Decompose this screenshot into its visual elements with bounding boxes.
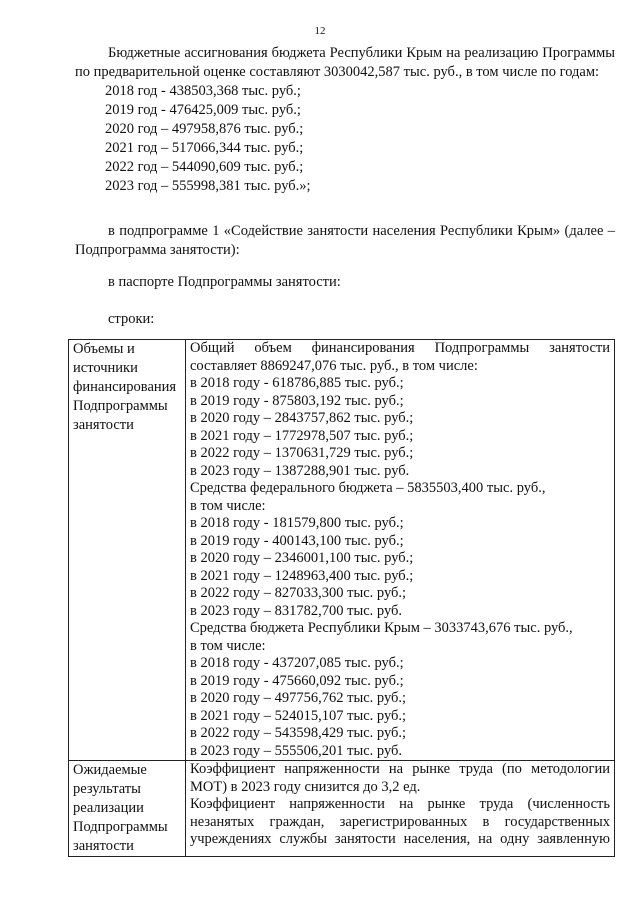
crimea-year-line: в 2022 году – 543598,429 тыс. руб.;: [190, 725, 407, 741]
budget-intro-paragraph: Бюджетные ассигнования бюджета Республики Крым на реализацию Программы по предварительной оценке составляют 3030042,587 тыс. руб., в том числе по годам:: [75, 45, 615, 80]
result-line: Коэффициент напряженности на рынке труда (численность: [190, 796, 610, 812]
label-line: занятости: [73, 838, 134, 854]
budget-year-line: 2022 год – 544090,609 тыс. руб.;: [105, 159, 304, 175]
crimea-year-line: в 2019 году - 475660,092 тыс. руб.;: [190, 672, 404, 689]
budget-year-line: 2021 год – 517066,344 тыс. руб.;: [105, 140, 304, 156]
label-line: Ожидаемые: [73, 762, 147, 778]
subprogram-passport-table: [68, 339, 615, 857]
total-year-line: в 2018 году - 618786,885 тыс. руб.;: [190, 375, 404, 391]
federal-year-line: в 2022 году – 827033,300 тыс. руб.;: [190, 585, 407, 601]
total-year-line: в 2022 году – 1370631,729 тыс. руб.;: [190, 445, 414, 461]
federal-year-line: в 2018 году - 181579,800 тыс. руб.;: [190, 515, 404, 531]
label-line: реализации: [73, 800, 144, 816]
federal-year-line: в 2019 году - 400143,100 тыс. руб.;: [190, 532, 404, 549]
budget-year-line: 2020 год – 497958,876 тыс. руб.;: [105, 121, 304, 137]
subprogram-paragraph: в подпрограмме 1 «Содействие занятости населения Республики Крым» (далее – Подпрограмма занятости):: [75, 223, 615, 258]
budget-year-line: 2019 год - 476425,009 тыс. руб.;: [105, 102, 301, 118]
label-line: результаты: [73, 781, 141, 797]
label-line: занятости: [73, 417, 134, 433]
results-content-cell: [186, 761, 615, 857]
total-financing-line: Общий объем финансирования Подпрограммы занятости: [190, 340, 610, 356]
crimea-year-line: в 2023 году – 555506,201 тыс. руб.: [190, 742, 403, 759]
results-content-wrap: [190, 761, 610, 856]
label-line: Подпрограммы: [73, 819, 168, 835]
result-line: Коэффициент напряженности на рынке труда (по методологии: [190, 761, 610, 777]
federal-year-line: в 2023 году – 831782,700 тыс. руб.: [190, 602, 403, 619]
total-year-line: в 2021 году – 1772978,507 тыс. руб.;: [190, 427, 414, 444]
page-number: 12: [314, 25, 326, 37]
budget-year-line: 2018 год - 438503,368 тыс. руб.;: [105, 83, 301, 99]
total-year-line: в 2019 году - 875803,192 тыс. руб.;: [190, 392, 404, 409]
passport-paragraph: в паспорте Подпрограммы занятости:: [108, 274, 341, 290]
label-line: источники: [73, 360, 138, 376]
federal-year-line: в 2021 году – 1248963,400 тыс. руб.;: [190, 567, 414, 584]
results-label-cell: [69, 761, 186, 857]
crimea-year-line: в 2020 году – 497756,762 тыс. руб.;: [190, 690, 407, 706]
financing-content-cell: [186, 340, 615, 761]
budget-intro-block: [75, 44, 615, 196]
financing-label-cell: [69, 340, 186, 761]
total-year-line: в 2023 году – 1387288,901 тыс. руб.: [190, 462, 410, 479]
label-line: финансирования: [73, 379, 177, 395]
result-line: незанятых граждан, зарегистрированных в государственных: [190, 813, 610, 830]
crimea-year-line: в 2018 году - 437207,085 тыс. руб.;: [190, 655, 404, 671]
result-line: учреждениях службы занятости населения, на одну заявленную: [190, 831, 610, 847]
federal-budget-line: Средства федерального бюджета – 5835503,400 тыс. руб.,: [190, 480, 546, 496]
table-row-financing: [69, 340, 615, 761]
crimea-budget-line: Средства бюджета Республики Крым – 3033743,676 тыс. руб.,: [190, 620, 573, 636]
rows-paragraph: строки:: [108, 311, 155, 327]
label-line: Объемы и: [73, 341, 135, 357]
result-line: МОТ) в 2023 году снизится до 3,2 ед.: [190, 778, 421, 795]
federal-budget-line: в том числе:: [190, 497, 266, 514]
results-label-wrap: [73, 761, 181, 856]
total-financing-line: составляет 8869247,076 тыс. руб., в том числе:: [190, 357, 478, 374]
budget-year-line: 2023 год – 555998,381 тыс. руб.»;: [105, 178, 311, 194]
crimea-year-line: в 2021 году – 524015,107 тыс. руб.;: [190, 707, 407, 724]
total-year-line: в 2020 году – 2843757,862 тыс. руб.;: [190, 410, 414, 426]
table-row-expected-results: [69, 761, 615, 857]
crimea-budget-line: в том числе:: [190, 637, 266, 654]
label-line: Подпрограммы: [73, 398, 168, 414]
federal-year-line: в 2020 году – 2346001,100 тыс. руб.;: [190, 550, 414, 566]
